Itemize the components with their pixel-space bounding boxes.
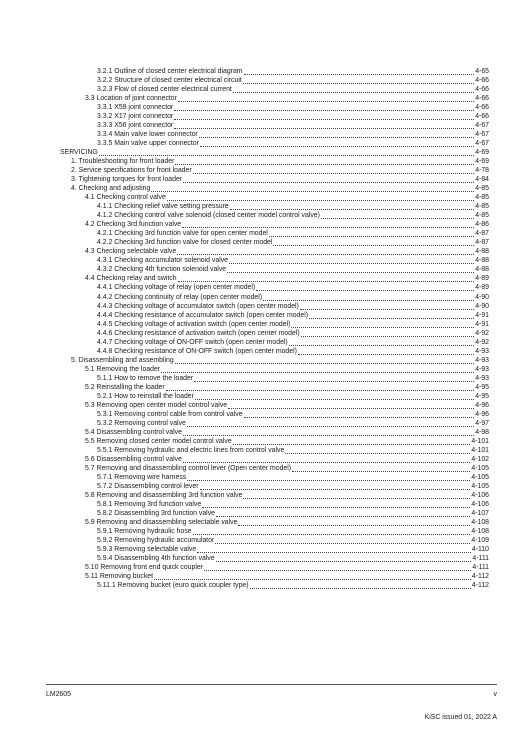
toc-entry-page: 4-108	[471, 528, 489, 536]
toc-dot-leader	[193, 527, 471, 535]
toc-entry-page: 4-96	[475, 401, 489, 409]
toc-entry-title: 4.3 Checking selectable valve	[85, 248, 177, 256]
toc-dot-leader	[183, 428, 474, 436]
toc-entry-page: 4-112	[471, 573, 489, 581]
toc-dot-leader	[178, 94, 474, 102]
toc-entry-title: 4.4.5 Checking voltage of activation switch (open center model)	[97, 320, 291, 328]
toc-entry-page: 4-86	[475, 221, 489, 229]
toc-entry-page: 4-88	[475, 248, 489, 256]
toc-dot-leader	[289, 338, 474, 346]
toc-dot-leader	[175, 356, 475, 364]
toc-entry-title: 3.2.1 Outline of closed center electrical diagram	[97, 68, 243, 75]
toc-dot-leader	[193, 166, 475, 174]
toc-dot-leader	[200, 482, 471, 490]
toc-entry-page: 4-105	[471, 464, 489, 472]
toc-dot-leader	[174, 112, 474, 120]
toc-entry-page: 4-106	[471, 491, 489, 499]
toc-entry-page: 4-87	[475, 239, 489, 247]
toc-entry-title: 5.8 Removing and disassembling 3rd function valve	[85, 491, 243, 499]
toc-entry-page: 4-97	[475, 419, 489, 427]
toc-entry-title: SERVICING	[60, 149, 98, 157]
toc-entry-title: 5.8.1 Removing 3rd function valve	[97, 500, 202, 508]
toc-entry-title: 5.9.3 Removing selectable valve	[97, 546, 197, 554]
toc-entry-title: 3.3.4 Main valve lower connector	[97, 131, 198, 139]
toc-entry-title: 5.2.1 How to reinstall the loader	[97, 392, 194, 400]
toc-dot-leader	[161, 365, 474, 373]
toc-entry-title: 5.1 Removing the loader	[85, 365, 161, 373]
toc-dot-leader	[187, 419, 474, 427]
toc-entry-title: 5.3 Removing open center model control valve	[85, 401, 228, 409]
toc-dot-leader	[216, 554, 472, 562]
toc-entry-title: 5.1.1 How to remove the loader	[97, 374, 194, 382]
toc-dot-leader	[263, 293, 474, 301]
issue-note: KiSC issued 01, 2022 A	[424, 714, 497, 721]
toc-dot-leader	[166, 383, 475, 391]
toc-dot-leader	[309, 311, 474, 319]
toc-entry-title: 5.9.4 Disassembling 4th function valve	[97, 555, 215, 563]
toc-entry-page: 4-93	[475, 356, 489, 364]
toc-entry-title: 5.10 Removing front end quick coupler	[85, 564, 203, 572]
toc-entry-title: 5.8.2 Disassembling 3rd function valve	[97, 509, 215, 517]
toc-entry-title: 4.4.6 Checking resistance of activation switch (open center model)	[97, 329, 300, 337]
toc-entry-page: 4-69	[475, 149, 489, 157]
footer-divider	[46, 684, 497, 685]
footer-model: LM2605	[46, 691, 71, 698]
toc-entry-page: 4-106	[471, 500, 489, 508]
toc-entry-title: 5.9 Removing and disassembling selectable valve	[85, 519, 238, 526]
toc-dot-leader	[151, 184, 474, 192]
toc-entry-page: 4-109	[471, 537, 489, 545]
toc-entry-page: 4-88	[475, 266, 489, 274]
toc-dot-leader	[200, 139, 474, 147]
toc-dot-leader	[154, 572, 471, 580]
toc-entry-page: 4-92	[475, 329, 489, 337]
toc-entry-title: 4.4.4 Checking resistance of accumulator switch (open center model)	[97, 311, 309, 319]
toc-dot-leader	[243, 491, 470, 499]
toc-entry-title: 4.4.8 Checking resistance of ON-OFF switch (open center model)	[97, 347, 297, 355]
toc-entry-page: 4-91	[475, 311, 489, 319]
toc-dot-leader	[298, 347, 474, 355]
toc-dot-leader	[321, 211, 474, 219]
toc-dot-leader	[238, 518, 470, 526]
toc-entry-title: 4.4.3 Checking voltage of accumulator switch (open center model)	[97, 302, 299, 310]
toc-entry-title: 4.3.2 Checking 4th function solenoid valve	[97, 266, 227, 274]
toc-entry-title: 5.9.2 Removing hydraulic accumulator	[97, 537, 215, 545]
toc-entry-title: 4.1 Checking control valve	[85, 194, 166, 202]
toc-entry-page: 4-96	[475, 410, 489, 418]
toc-entry-title: 4.3.1 Checking accumulator solenoid valve	[97, 257, 228, 265]
toc-entry-page: 4-67	[475, 131, 489, 139]
toc-dot-leader	[199, 130, 474, 138]
toc-dot-leader	[301, 329, 475, 337]
toc-dot-leader	[178, 274, 475, 282]
toc-dot-leader	[244, 67, 475, 75]
toc-entry-title: 5.5 Removing closed center model control valve	[85, 437, 232, 445]
toc-dot-leader	[174, 121, 474, 129]
toc-dot-leader	[177, 247, 474, 255]
toc-entry-title: 2. Service specifications for front loader	[71, 167, 192, 175]
toc-dot-leader	[233, 437, 471, 445]
toc-entry-page: 4-67	[475, 122, 489, 130]
toc-entry-title: 5.2 Reinstalling the loader	[85, 383, 165, 391]
toc-dot-leader	[291, 320, 474, 328]
toc-dot-leader	[202, 500, 470, 508]
toc-entry[interactable]	[97, 581, 489, 591]
toc-dot-leader	[292, 464, 470, 472]
toc-entry-title: 4. Checking and adjusting	[71, 185, 151, 193]
toc-entry-page: 4-105	[471, 482, 489, 490]
toc-entry-title: 3.3.5 Main valve upper connector	[97, 140, 199, 148]
toc-entry-title: 5.7.1 Removing wire harness	[97, 473, 187, 481]
toc-entry-title: 5.11 Removing bucket	[85, 573, 154, 581]
toc-entry-page: 4-66	[475, 95, 489, 103]
toc-entry-title: 3.2.3 Flow of closed center electrical current	[97, 86, 232, 94]
toc-dot-leader	[195, 392, 474, 400]
toc-entry-page: 4-107	[471, 509, 489, 517]
toc-entry-title: 5. Disassembling and assembling	[71, 356, 174, 364]
toc-entry-page: 4-108	[471, 519, 489, 526]
toc-entry-page: 4-66	[475, 77, 489, 85]
toc-entry-title: 4.2 Checking 3rd function valve	[85, 221, 182, 229]
toc-entry-page: 4-98	[475, 428, 489, 436]
toc-entry-page: 4-66	[475, 113, 489, 121]
toc-dot-leader	[269, 229, 474, 237]
toc-dot-leader	[228, 401, 474, 409]
toc-entry-title: 5.4 Disassembling control valve	[85, 428, 182, 436]
toc-entry-title: 5.3.1 Removing control cable from control valve	[97, 410, 243, 418]
toc-entry-page: 4-111	[472, 555, 489, 563]
toc-dot-leader	[230, 202, 474, 210]
toc-entry-page: 4-89	[475, 284, 489, 292]
toc-dot-leader	[250, 581, 471, 589]
toc-entry-page: 4-93	[475, 365, 489, 373]
toc-dot-leader	[229, 256, 474, 264]
toc-entry-page: 4-90	[475, 293, 489, 301]
toc-dot-leader	[227, 265, 474, 273]
toc-entry-page: 4-69	[475, 158, 489, 166]
toc-entry-title: 3. Tightening torques for front loader	[71, 176, 183, 184]
toc-dot-leader	[204, 563, 471, 571]
toc-entry-page: 4-95	[475, 392, 489, 400]
toc-entry-page: 4-85	[475, 203, 489, 211]
toc-entry-title: 5.11.1 Removing bucket (euro quick coupler type)	[97, 582, 249, 590]
toc-entry-page: 4-105	[471, 473, 489, 481]
toc-dot-leader	[197, 545, 471, 553]
toc-dot-leader	[285, 446, 470, 454]
toc-entry-title: 4.2.1 Checking 3rd function valve for open center model	[97, 230, 268, 238]
toc-entry-page: 4-93	[475, 347, 489, 355]
footer-page-number: v	[493, 691, 497, 698]
toc-entry-page: 4-85	[475, 212, 489, 220]
toc-dot-leader	[244, 410, 475, 418]
toc-entry-title: 4.4 Checking relay and switch	[85, 275, 177, 283]
toc-entry-page: 4-95	[475, 383, 489, 391]
toc-entry-title: 3.3 Location of joint connector	[85, 95, 177, 103]
toc-entry-page: 4-78	[475, 167, 489, 175]
toc-entry-title: 3.3.3 X56 joint connector	[97, 122, 174, 130]
toc-entry-page: 4-111	[472, 564, 489, 572]
toc-entry-title: 5.3.2 Removing control valve	[97, 419, 186, 427]
toc-dot-leader	[99, 148, 474, 156]
toc-entry-title: 4.1.1 Checking relief valve setting pressure	[97, 203, 229, 211]
toc-entry-page: 4-112	[471, 582, 489, 590]
toc-entry-title: 4.1.2 Checking control valve solenoid (closed center model control valve)	[97, 212, 320, 220]
toc-entry-page: 4-67	[475, 140, 489, 148]
toc-dot-leader	[183, 175, 474, 183]
toc-dot-leader	[183, 455, 470, 463]
toc-entry-title: 1. Troubleshooting for front loader	[71, 158, 175, 166]
toc-entry-page: 4-88	[475, 257, 489, 265]
toc-entry-page: 4-89	[475, 275, 489, 283]
toc-entry-title: 4.2.2 Checking 3rd function valve for closed center model	[97, 239, 273, 247]
toc-entry-page: 4-65	[475, 68, 489, 75]
toc-entry-page: 4-84	[475, 176, 489, 184]
toc-entry-page: 4-102	[471, 455, 489, 463]
toc-entry-page: 4-101	[471, 437, 489, 445]
toc-entry-title: 5.7.2 Disassembling control lever	[97, 482, 199, 490]
toc-dot-leader	[216, 509, 470, 517]
toc-entry-page: 4-87	[475, 230, 489, 238]
toc-dot-leader	[273, 238, 474, 246]
toc-dot-leader	[243, 76, 474, 84]
toc-entry-page: 4-85	[475, 185, 489, 193]
toc-entry-title: 3.3.1 X59 joint connector	[97, 104, 174, 112]
toc-entry-page: 4-66	[475, 104, 489, 112]
toc-entry-title: 5.5.1 Removing hydraulic and electric lines from control valve	[97, 446, 285, 454]
toc-entry-page: 4-91	[475, 320, 489, 328]
toc-entry-page: 4-85	[475, 194, 489, 202]
toc-entry-title: 5.7 Removing and disassembling control lever (Open center model)	[85, 464, 292, 472]
toc-dot-leader	[194, 374, 474, 382]
toc-entry-page: 4-110	[471, 546, 489, 554]
toc-entry-page: 4-93	[475, 374, 489, 382]
toc-entry-title: 5.9.1 Removing hydraulic hose	[97, 528, 192, 536]
toc-entry-title: 3.2.2 Structure of closed center electrical circuit	[97, 77, 242, 85]
toc-dot-leader	[187, 473, 470, 481]
toc-dot-leader	[174, 103, 474, 111]
toc-entry-title: 5.6 Disassembling control valve	[85, 455, 182, 463]
toc-entry-title: 4.4.7 Checking voltage of ON-OFF switch (open center model)	[97, 338, 288, 346]
toc-dot-leader	[300, 302, 474, 310]
toc-entry-title: 4.4.1 Checking voltage of relay (open center model)	[97, 284, 256, 292]
toc-dot-leader	[167, 193, 474, 201]
toc-entry-title: 3.3.2 X17 joint connector	[97, 113, 174, 121]
toc-entry-page: 4-90	[475, 302, 489, 310]
toc-dot-leader	[175, 157, 474, 165]
toc-dot-leader	[182, 220, 474, 228]
toc-entry-title: 4.4.2 Checking continuity of relay (open center model)	[97, 293, 263, 301]
toc-entry-page: 4-66	[475, 86, 489, 94]
toc-entry-page: 4-101	[471, 446, 489, 454]
toc-dot-leader	[215, 536, 470, 544]
toc-dot-leader	[233, 85, 474, 93]
toc-entry-page: 4-92	[475, 338, 489, 346]
toc-dot-leader	[256, 283, 474, 291]
